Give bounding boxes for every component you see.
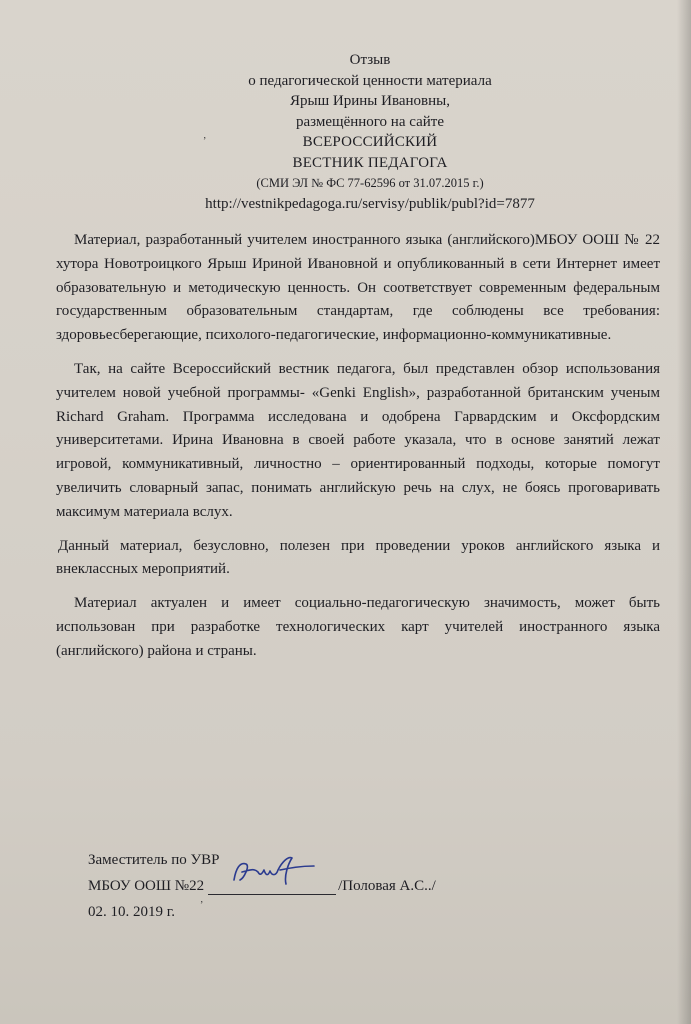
- registration-line: (СМИ ЭЛ № ФС 77-62596 от 31.07.2015 г.): [256, 176, 484, 190]
- signature-block: [88, 847, 508, 925]
- ink-mark: ʼ: [203, 136, 207, 147]
- signer-name: /Половая А.С../: [338, 878, 436, 894]
- paragraph-3: Данный материал, безусловно, полезен при проведении уроков английского языка и внеклассных мероприятий.: [56, 537, 660, 578]
- site-name-line2: ВЕСТНИК ПЕДАГОГА: [292, 154, 448, 171]
- review-body: [56, 229, 660, 674]
- publication-url: http://vestnikpedagoga.ru/servisy/publik/publ?id=7877: [205, 195, 535, 212]
- document-header: [160, 50, 580, 214]
- document-subtitle: о педагогической ценности материала: [248, 72, 492, 89]
- posted-line: размещённого на сайте: [296, 113, 444, 130]
- document-date: 02. 10. 2019 г.: [88, 904, 175, 920]
- paragraph-4: Материал актуален и имеет социально-педагогическую значимость, может быть использован при разработке технологических карт учителей иностранного языка (английского) района и страны.: [56, 595, 660, 659]
- handwritten-signature-icon: [228, 854, 318, 888]
- site-name-line1: ВСЕРОССИЙСКИЙ: [302, 134, 438, 150]
- ink-mark: ʼ: [200, 900, 204, 911]
- signer-position: Заместитель по УВР: [88, 852, 220, 868]
- signature-field: [208, 876, 336, 895]
- author-name: Ярыш Ирины Ивановны,: [290, 93, 450, 109]
- paragraph-2: Так, на сайте Всероссийский вестник педагога, был представлен обзор использования учителем новой учебной программы- «Genki English», разработанной британским ученым Richard Graham. Программа исследована и одобрена Гарвардским и Оксфордским университетами. Ирина Ивановна в своей работе указала, что в основе занятий лежат игровой, коммуникативный, личностно – ориентированный подходы, которые помогут увеличить словарный запас, понимать английскую речь на слух, не боясь проговаривать максимум материала вслух.: [56, 360, 660, 520]
- signer-organization: МБОУ ООШ №22: [88, 878, 205, 894]
- document-title: Отзыв: [349, 52, 391, 68]
- page-edge-shadow: [677, 0, 691, 1024]
- paragraph-1: Материал, разработанный учителем иностранного языка (английского)МБОУ ООШ № 22 хутора Новотроицкого Ярыш Ириной Ивановной и опубликованный в сети Интернет имеет образовательную и методическую ценность. Он соответствует современным федеральным государственным образовательным стандартам, где соблюдены все требования: здоровьесберегающие, психолого-педагогические, информационно-коммуникативные.: [56, 232, 660, 344]
- signature-line: [88, 873, 508, 899]
